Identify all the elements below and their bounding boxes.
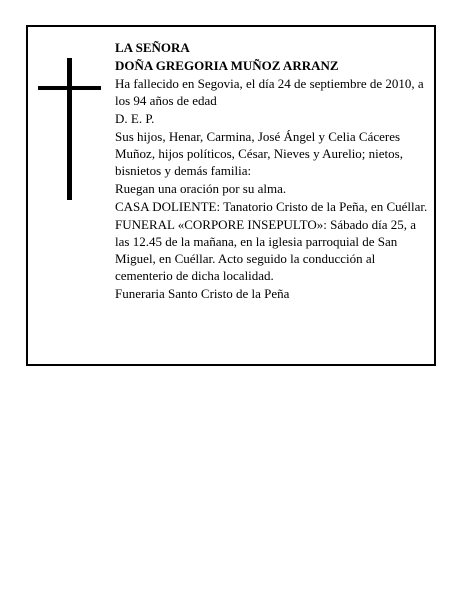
cross-vertical-bar: [67, 58, 72, 200]
cross-horizontal-bar: [38, 86, 101, 90]
funeral-home: Funeraria Santo Cristo de la Peña: [115, 286, 290, 301]
mourning-house: CASA DOLIENTE: Tanatorio Cristo de la Peña, en Cuéllar.: [115, 199, 428, 214]
heading-line-1: LA SEÑORA: [115, 40, 190, 55]
death-info: Ha fallecido en Segovia, el día 24 de septiembre de 2010, a los 94 años de edad: [115, 76, 424, 108]
deceased-name: DOÑA GREGORIA MUÑOZ ARRANZ: [115, 58, 339, 73]
rip-text: D. E. P.: [115, 111, 155, 126]
family-list: Sus hijos, Henar, Carmina, José Ángel y Celia Cáceres Muñoz, hijos políticos, César, Nieves y Aurelio; nietos, bisnietos y demás familia:: [115, 129, 403, 178]
funeral-details: FUNERAL «CORPORE INSEPULTO»: Sábado día 25, a las 12.45 de la mañana, en la iglesia parroquial de San Miguel, en Cuéllar. Acto seguido la conducción al cementerio de dicha localidad.: [115, 217, 417, 283]
prayer-request: Ruegan una oración por su alma.: [115, 181, 287, 196]
obituary-notice: [26, 25, 436, 366]
notice-body: [115, 39, 433, 303]
